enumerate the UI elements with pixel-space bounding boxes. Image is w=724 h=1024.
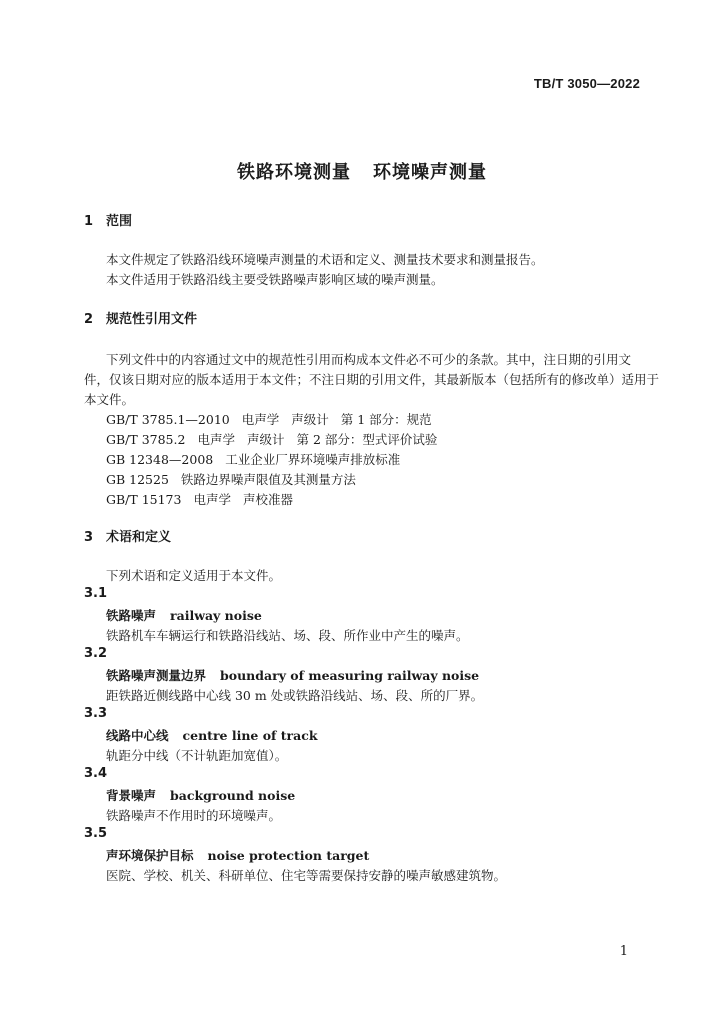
reference-title: 电声学 — [197, 432, 235, 447]
term-zh: 线路中心线 — [106, 728, 169, 743]
section-number: 1 — [84, 214, 94, 229]
section-2-heading — [84, 308, 197, 327]
term-definition: 距铁路近侧线路中心线 30 m 处或铁路沿线站、场、段、所的厂界。 — [106, 688, 484, 703]
reference-title: 工业企业厂界环境噪声排放标准 — [225, 452, 401, 467]
paragraph-line: 下列文件中的内容通过文中的规范性引用而构成本文件必不可少的条款。其中，注日期的引用文 — [106, 352, 632, 367]
reference-title: 声级计 — [291, 412, 329, 427]
term-number: 3.2 — [84, 646, 108, 661]
term-en: noise protection target — [207, 848, 370, 863]
term-heading — [106, 606, 262, 624]
reference-title: 声校准器 — [242, 492, 293, 507]
reference-code: GB/T 3785.1—2010 — [106, 412, 230, 427]
section-title: 规范性引用文件 — [106, 312, 198, 327]
term-definition: 轨距分中线（不计轨距加宽值）。 — [106, 748, 288, 763]
reference-item — [106, 410, 432, 428]
term-en: centre line of track — [182, 728, 318, 743]
reference-title: 电声学 — [241, 412, 280, 427]
reference-code: GB/T 3785.2 — [106, 432, 186, 447]
term-number: 3.4 — [84, 766, 108, 781]
standard-number: TB/T 3050—2022 — [533, 76, 640, 91]
term-zh: 声环境保护目标 — [106, 848, 194, 863]
section-number: 2 — [84, 312, 94, 327]
reference-code: GB 12348—2008 — [106, 452, 214, 467]
section-3-heading — [84, 526, 171, 545]
paragraph-line: 件，仅该日期对应的版本适用于本文件；不注日期的引用文件，其最新版本（包括所有的修改单）适用于 — [84, 372, 660, 387]
section-title: 范围 — [106, 214, 133, 229]
reference-title: 铁路边界噪声限值及其测量方法 — [180, 472, 356, 487]
section-1-heading — [84, 210, 132, 229]
reference-title: 第 1 部分：规范 — [340, 412, 432, 427]
paragraph-line: 本文件。 — [84, 392, 135, 407]
term-number: 3.5 — [84, 826, 108, 841]
term-heading — [106, 666, 479, 684]
term-en: railway noise — [170, 608, 262, 623]
term-zh: 铁路噪声 — [106, 608, 157, 623]
term-heading — [106, 786, 295, 804]
term-number: 3.3 — [84, 706, 108, 721]
reference-item — [106, 490, 293, 508]
reference-title: 第 2 部分：型式评价试验 — [296, 432, 438, 447]
term-definition: 铁路噪声不作用时的环境噪声。 — [106, 808, 282, 823]
term-heading — [106, 726, 318, 744]
page-number: 1 — [619, 944, 628, 959]
paragraph: 下列术语和定义适用于本文件。 — [106, 568, 282, 583]
reference-item — [106, 450, 400, 468]
term-definition: 医院、学校、机关、科研单位、住宅等需要保持安静的噪声敏感建筑物。 — [106, 868, 507, 883]
reference-title: 声级计 — [246, 432, 285, 447]
section-number: 3 — [84, 530, 94, 545]
paragraph: 本文件适用于铁路沿线主要受铁路噪声影响区域的噪声测量。 — [106, 272, 444, 287]
title-part-2: 环境噪声测量 — [373, 162, 487, 183]
term-zh: 铁路噪声测量边界 — [106, 668, 207, 683]
section-title: 术语和定义 — [106, 530, 172, 545]
title-part-1: 铁路环境测量 — [237, 162, 351, 183]
paragraph: 本文件规定了铁路沿线环境噪声测量的术语和定义、测量技术要求和测量报告。 — [106, 252, 544, 267]
document-title — [0, 158, 724, 184]
reference-item — [106, 470, 356, 488]
term-number: 3.1 — [84, 586, 108, 601]
reference-code: GB 12525 — [106, 472, 169, 487]
reference-code: GB/T 15173 — [106, 492, 182, 507]
term-heading — [106, 846, 369, 864]
term-zh: 背景噪声 — [106, 788, 157, 803]
reference-item — [106, 430, 437, 448]
term-en: boundary of measuring railway noise — [220, 668, 480, 683]
term-en: background noise — [170, 788, 296, 803]
term-definition: 铁路机车车辆运行和铁路沿线站、场、段、所作业中产生的噪声。 — [106, 628, 469, 643]
reference-title: 电声学 — [193, 492, 231, 507]
